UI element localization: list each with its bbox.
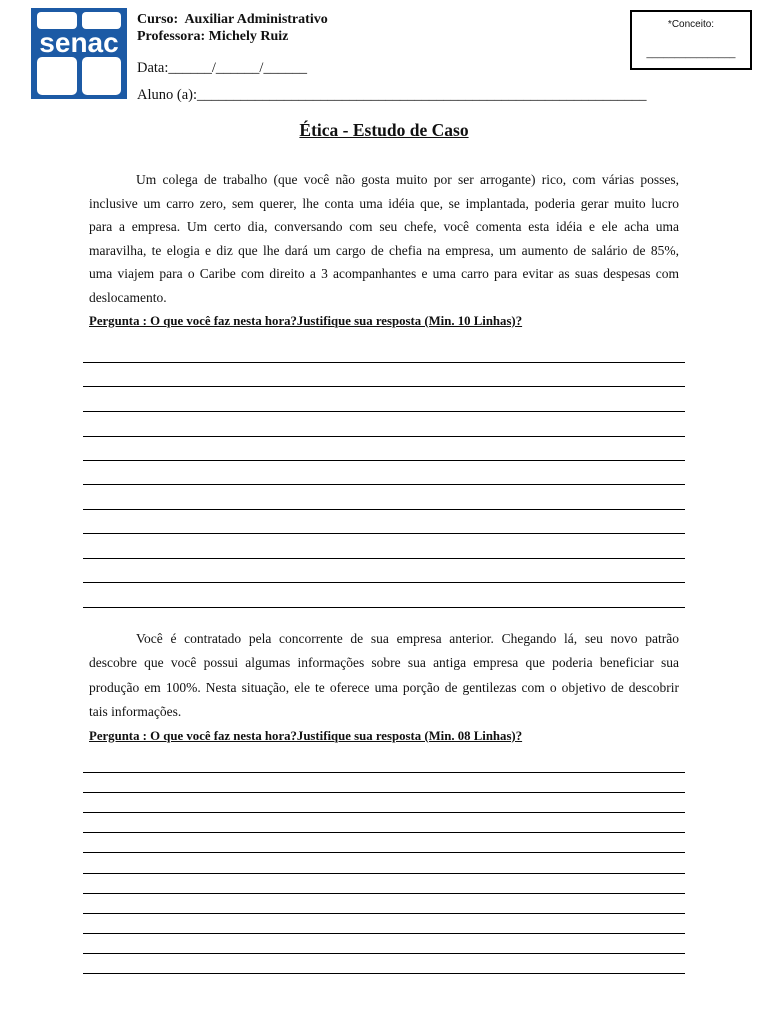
logo-wordmark: senac: [39, 27, 119, 58]
case-1-paragraph: [89, 168, 679, 310]
answer-line: [83, 852, 685, 853]
answer-line: [83, 933, 685, 934]
case-text-line: descobre que você possui algumas informações sobre sua antiga empresa que poderia beneficiar sua: [89, 655, 679, 671]
grade-blank-line: ________________: [646, 48, 736, 59]
answer-line: [83, 582, 685, 583]
answer-line: [83, 460, 685, 461]
case-text-line: Você é contratado pela concorrente de sua empresa anterior. Chegando lá, seu novo patrão: [136, 631, 679, 646]
document-title: Ética - Estudo de Caso: [299, 120, 469, 140]
answer-line: [83, 953, 685, 954]
answer-line: [83, 973, 685, 974]
case-text-line: deslocamento.: [89, 289, 167, 305]
student-name-field: Aluno (a):______________________________________________________________: [137, 87, 647, 103]
case-2-paragraph: [89, 627, 679, 724]
answer-line: [83, 362, 685, 363]
answer-line: [83, 772, 685, 773]
answer-line: [83, 873, 685, 874]
answer-line: [83, 607, 685, 608]
answer-line: [83, 812, 685, 813]
answer-line: [83, 386, 685, 387]
case-text-line: maravilha, te elogia e diz que lhe dará um cargo de chefia na empresa, um aumento de salário de 85%,: [89, 242, 679, 258]
answer-line: [83, 533, 685, 534]
answer-line: [83, 913, 685, 914]
case-text-line: uma viajem para o Caribe com direito a 3 acompanhantes e uma carro para evitar as suas despesas com: [89, 266, 679, 282]
case-text-line: tais informações.: [89, 703, 182, 719]
case-text-line: inclusive um carro zero, sem querer, lhe conta uma idéia que, se implantada, poderia gerar muito lucro: [89, 195, 679, 211]
logo-block-bottom-left: [37, 57, 77, 95]
case-text-line: produção em 100%. Nesta situação, ele te oferece uma porção de gentilezas com o objetivo de descobrir: [89, 679, 679, 695]
case-2-question: Pergunta : O que você faz nesta hora?Justifique sua resposta (Min. 08 Linhas)?: [89, 729, 523, 743]
grade-box: [630, 10, 752, 70]
case-text-line: Um colega de trabalho (que você não gosta muito por ser arrogante) rico, com várias posses,: [136, 172, 679, 187]
logo-block-bottom-right: [82, 57, 121, 95]
answer-line: [83, 832, 685, 833]
answer-line: [83, 792, 685, 793]
answer-line: [83, 436, 685, 437]
answer-line: [83, 893, 685, 894]
answer-line: [83, 484, 685, 485]
answer-line: [83, 558, 685, 559]
senac-logo: [31, 8, 127, 99]
answer-line: [83, 509, 685, 510]
case-1-question: Pergunta : O que você faz nesta hora?Justifique sua resposta (Min. 10 Linhas)?: [89, 314, 523, 328]
case-text-line: para a empresa. Um certo dia, conversando com seu chefe, você comenta esta idéia e ele acha uma: [89, 219, 679, 235]
senac-logo-graphic: [31, 8, 127, 99]
grade-label: *Conceito:: [667, 19, 715, 30]
course-label: Curso: Auxiliar Administrativo: [137, 12, 328, 27]
teacher-label: Professora: Michely Ruiz: [137, 29, 289, 44]
date-field: Data:______/______/______: [137, 60, 307, 76]
answer-line: [83, 411, 685, 412]
